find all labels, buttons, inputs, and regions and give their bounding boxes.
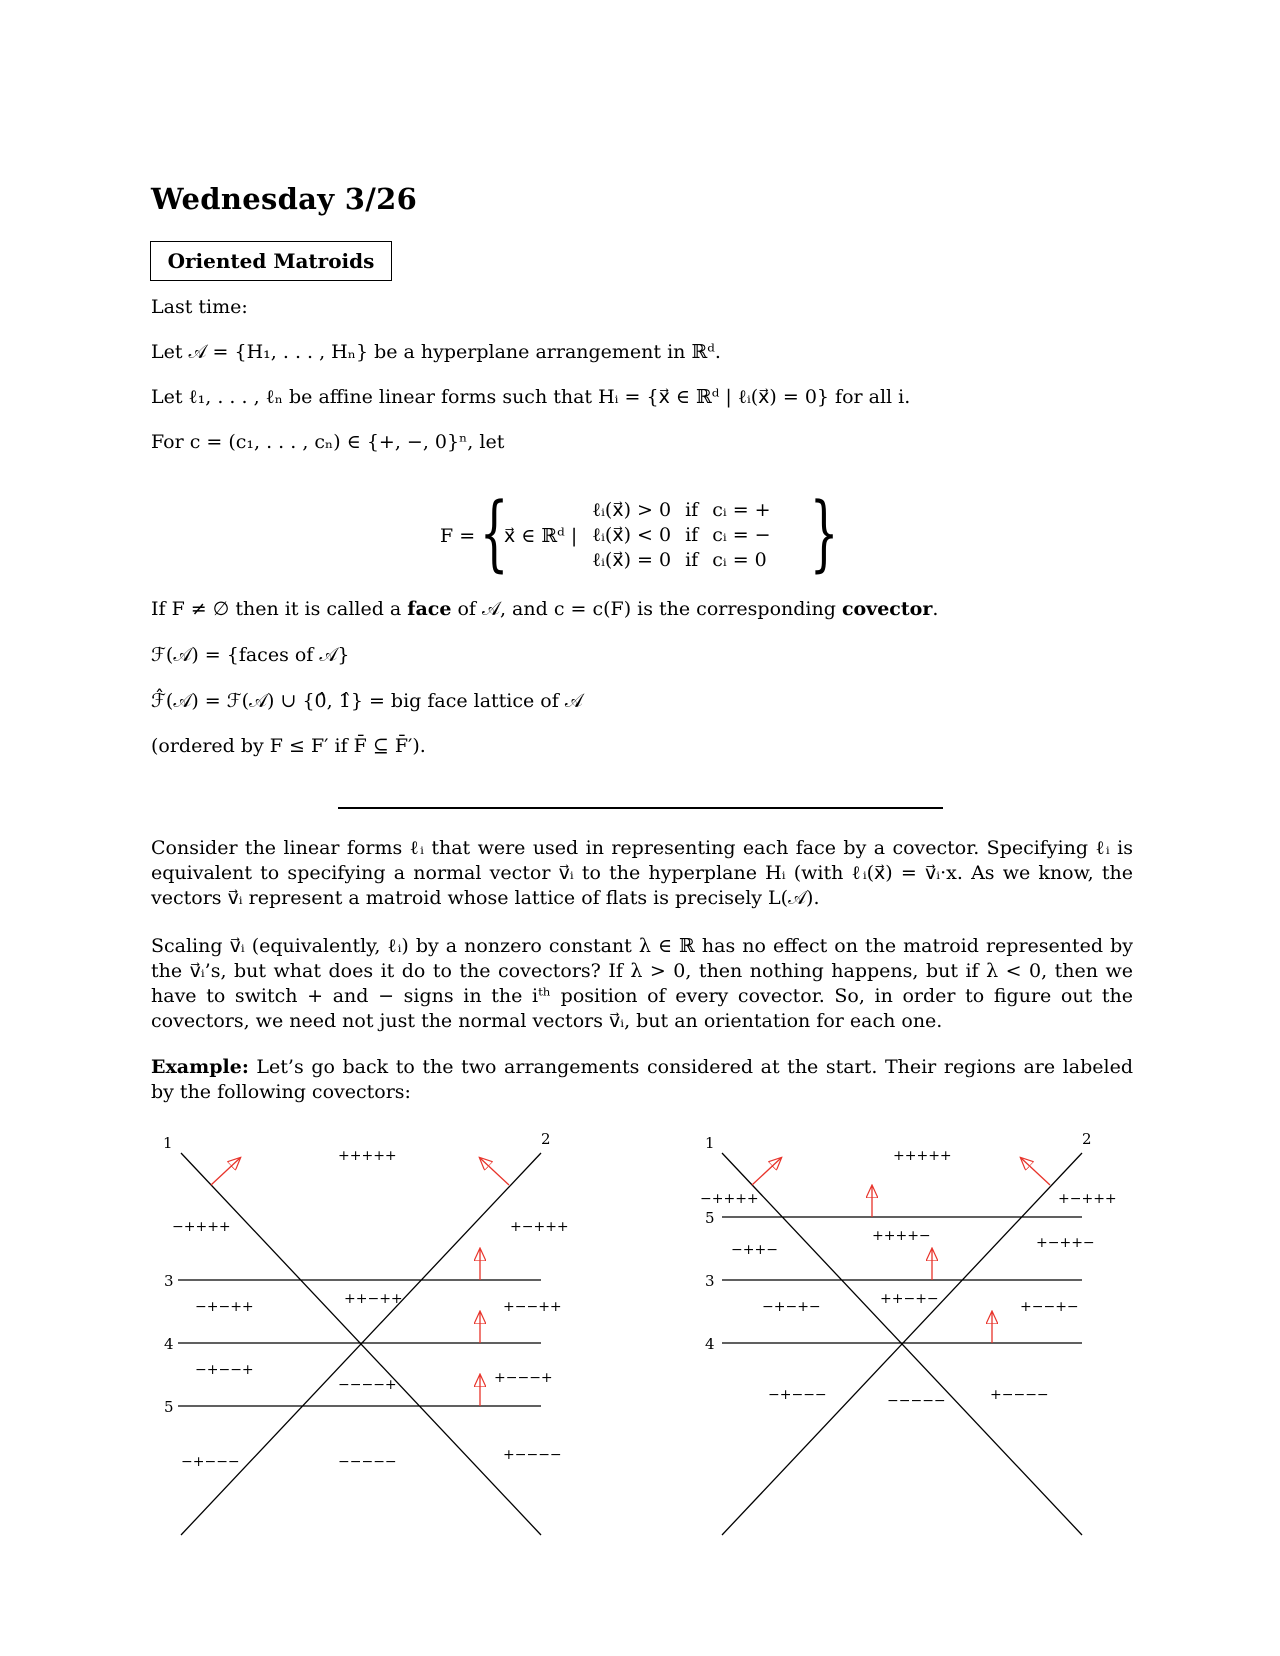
covector-label: −++++ bbox=[700, 1191, 759, 1207]
covector-label: −−−−− bbox=[887, 1393, 946, 1409]
case-if: if bbox=[685, 549, 699, 571]
line-label-3: 3 bbox=[705, 1272, 715, 1290]
normal-arrow-1 bbox=[752, 1158, 781, 1185]
covector-lead-in: For c = (c₁, . . . , cₙ) ∈ {+, −, 0}ⁿ, let bbox=[151, 431, 505, 453]
case-if: if bbox=[685, 524, 699, 546]
last-time-text: Last time: bbox=[151, 296, 248, 318]
line-label-1: 1 bbox=[705, 1134, 715, 1152]
equation-lhs: F = bbox=[440, 525, 476, 547]
covector-label: −+−+− bbox=[762, 1299, 821, 1315]
covector-label: ++−+− bbox=[880, 1291, 939, 1307]
normal-arrow-2 bbox=[1021, 1158, 1050, 1185]
case-value: cᵢ = + bbox=[712, 499, 771, 521]
line-label-5: 5 bbox=[164, 1398, 174, 1416]
right-arrangement bbox=[700, 1130, 1117, 1535]
covector-label: +−−++ bbox=[503, 1299, 562, 1315]
page-title: Wednesday 3/26 bbox=[151, 182, 418, 216]
line-label-1: 1 bbox=[163, 1134, 173, 1152]
faces-set-definition: ℱ(𝒜) = {faces of 𝒜} bbox=[151, 644, 350, 666]
equation-open-brace: { bbox=[479, 486, 509, 581]
line-label-4: 4 bbox=[164, 1335, 174, 1353]
covector-label: −+−−− bbox=[181, 1454, 240, 1470]
covector-term: covector bbox=[841, 598, 933, 620]
covector-label: −+−−− bbox=[768, 1387, 827, 1403]
affine-forms-definition: Let ℓ₁, . . . , ℓₙ be affine linear forms such that Hᵢ = {x⃗ ∈ ℝᵈ | ℓᵢ(x⃗) = 0} for all i. bbox=[151, 386, 911, 408]
paragraph-scaling: Scaling v⃗ᵢ (equivalently, ℓᵢ) by a nonzero constant λ ∈ ℝ has no effect on the matroid represented by the v⃗ᵢ’s, but what does it do to the covectors? If λ > 0, then nothing happens, but if λ < 0, then we have to switch + and − signs in the iᵗʰ position of every covector. So, in order to figure out the covectors, we need not just the normal vectors v⃗ᵢ, but an orientation for each one. bbox=[151, 935, 1133, 1032]
arrangement-definition: Let 𝒜 = {H₁, . . . , Hₙ} be a hyperplane arrangement in ℝᵈ. bbox=[151, 341, 721, 363]
equation-close-brace: } bbox=[809, 486, 839, 581]
face-def-text: If F ≠ ∅ then it is called a bbox=[151, 598, 408, 620]
equation-set-variable: x⃗ ∈ ℝᵈ | bbox=[504, 525, 578, 547]
covector-label: −−−−+ bbox=[338, 1377, 397, 1393]
left-arrangement bbox=[163, 1130, 569, 1535]
covector-label: +−−−− bbox=[503, 1447, 562, 1463]
face-def-text: of 𝒜, and c = c(F) is the corresponding bbox=[451, 598, 842, 620]
line-label-4: 4 bbox=[705, 1335, 715, 1353]
covector-label: −−−−− bbox=[338, 1454, 397, 1470]
line-label-2: 2 bbox=[541, 1130, 551, 1148]
covector-label: ++−++ bbox=[344, 1291, 403, 1307]
covector-label: +−+++ bbox=[510, 1219, 569, 1235]
example-label: Example: bbox=[151, 1056, 249, 1078]
covector-label: +++++ bbox=[338, 1148, 397, 1164]
covector-label: −+−−+ bbox=[195, 1362, 254, 1378]
case-condition: ℓᵢ(x⃗) = 0 bbox=[592, 549, 672, 571]
case-value: cᵢ = − bbox=[712, 524, 771, 546]
covector-label: +−+++ bbox=[1058, 1191, 1117, 1207]
case-value: cᵢ = 0 bbox=[712, 549, 767, 571]
covector-label: ++++− bbox=[872, 1228, 931, 1244]
case-if: if bbox=[685, 499, 699, 521]
line-label-2: 2 bbox=[1082, 1130, 1092, 1148]
big-face-lattice-definition: ℱ̂(𝒜) = ℱ(𝒜) ∪ {0̂, 1̂} = big face lattice of 𝒜 bbox=[151, 690, 583, 712]
normal-arrow-1 bbox=[211, 1158, 240, 1185]
line-label-3: 3 bbox=[164, 1272, 174, 1290]
normal-arrow-2 bbox=[480, 1158, 509, 1185]
example-text: Let’s go back to the two arrangements considered at the start. Their regions are labeled by the following covectors: bbox=[151, 1056, 1133, 1103]
paragraph-linear-forms: Consider the linear forms ℓᵢ that were used in representing each face by a covector. Specifying ℓᵢ is equivalent to specifying a normal vector v⃗ᵢ to the hyperplane Hᵢ (with ℓᵢ(x⃗) = v⃗ᵢ·x. As we know, the vectors v⃗ᵢ represent a matroid whose lattice of flats is precisely L(𝒜). bbox=[151, 837, 1133, 909]
covector-label: −++++ bbox=[172, 1219, 231, 1235]
face-term: face bbox=[407, 598, 452, 620]
covector-label: −++− bbox=[731, 1242, 778, 1258]
section-heading-box: Oriented Matroids bbox=[150, 241, 392, 281]
case-condition: ℓᵢ(x⃗) < 0 bbox=[592, 524, 672, 546]
covector-label: +−++− bbox=[1036, 1235, 1095, 1251]
covector-label: +−−−− bbox=[990, 1387, 1049, 1403]
covector-label: +−−+− bbox=[1020, 1299, 1079, 1315]
covector-label: +−−−+ bbox=[494, 1370, 553, 1386]
covector-label: −+−++ bbox=[195, 1299, 254, 1315]
covector-label: +++++ bbox=[893, 1148, 952, 1164]
ordering-definition: (ordered by F ≤ F′ if F̄ ⊆ F̄′). bbox=[151, 735, 426, 757]
case-condition: ℓᵢ(x⃗) > 0 bbox=[592, 499, 672, 521]
face-def-text: . bbox=[932, 598, 939, 620]
line-label-5: 5 bbox=[705, 1209, 715, 1227]
